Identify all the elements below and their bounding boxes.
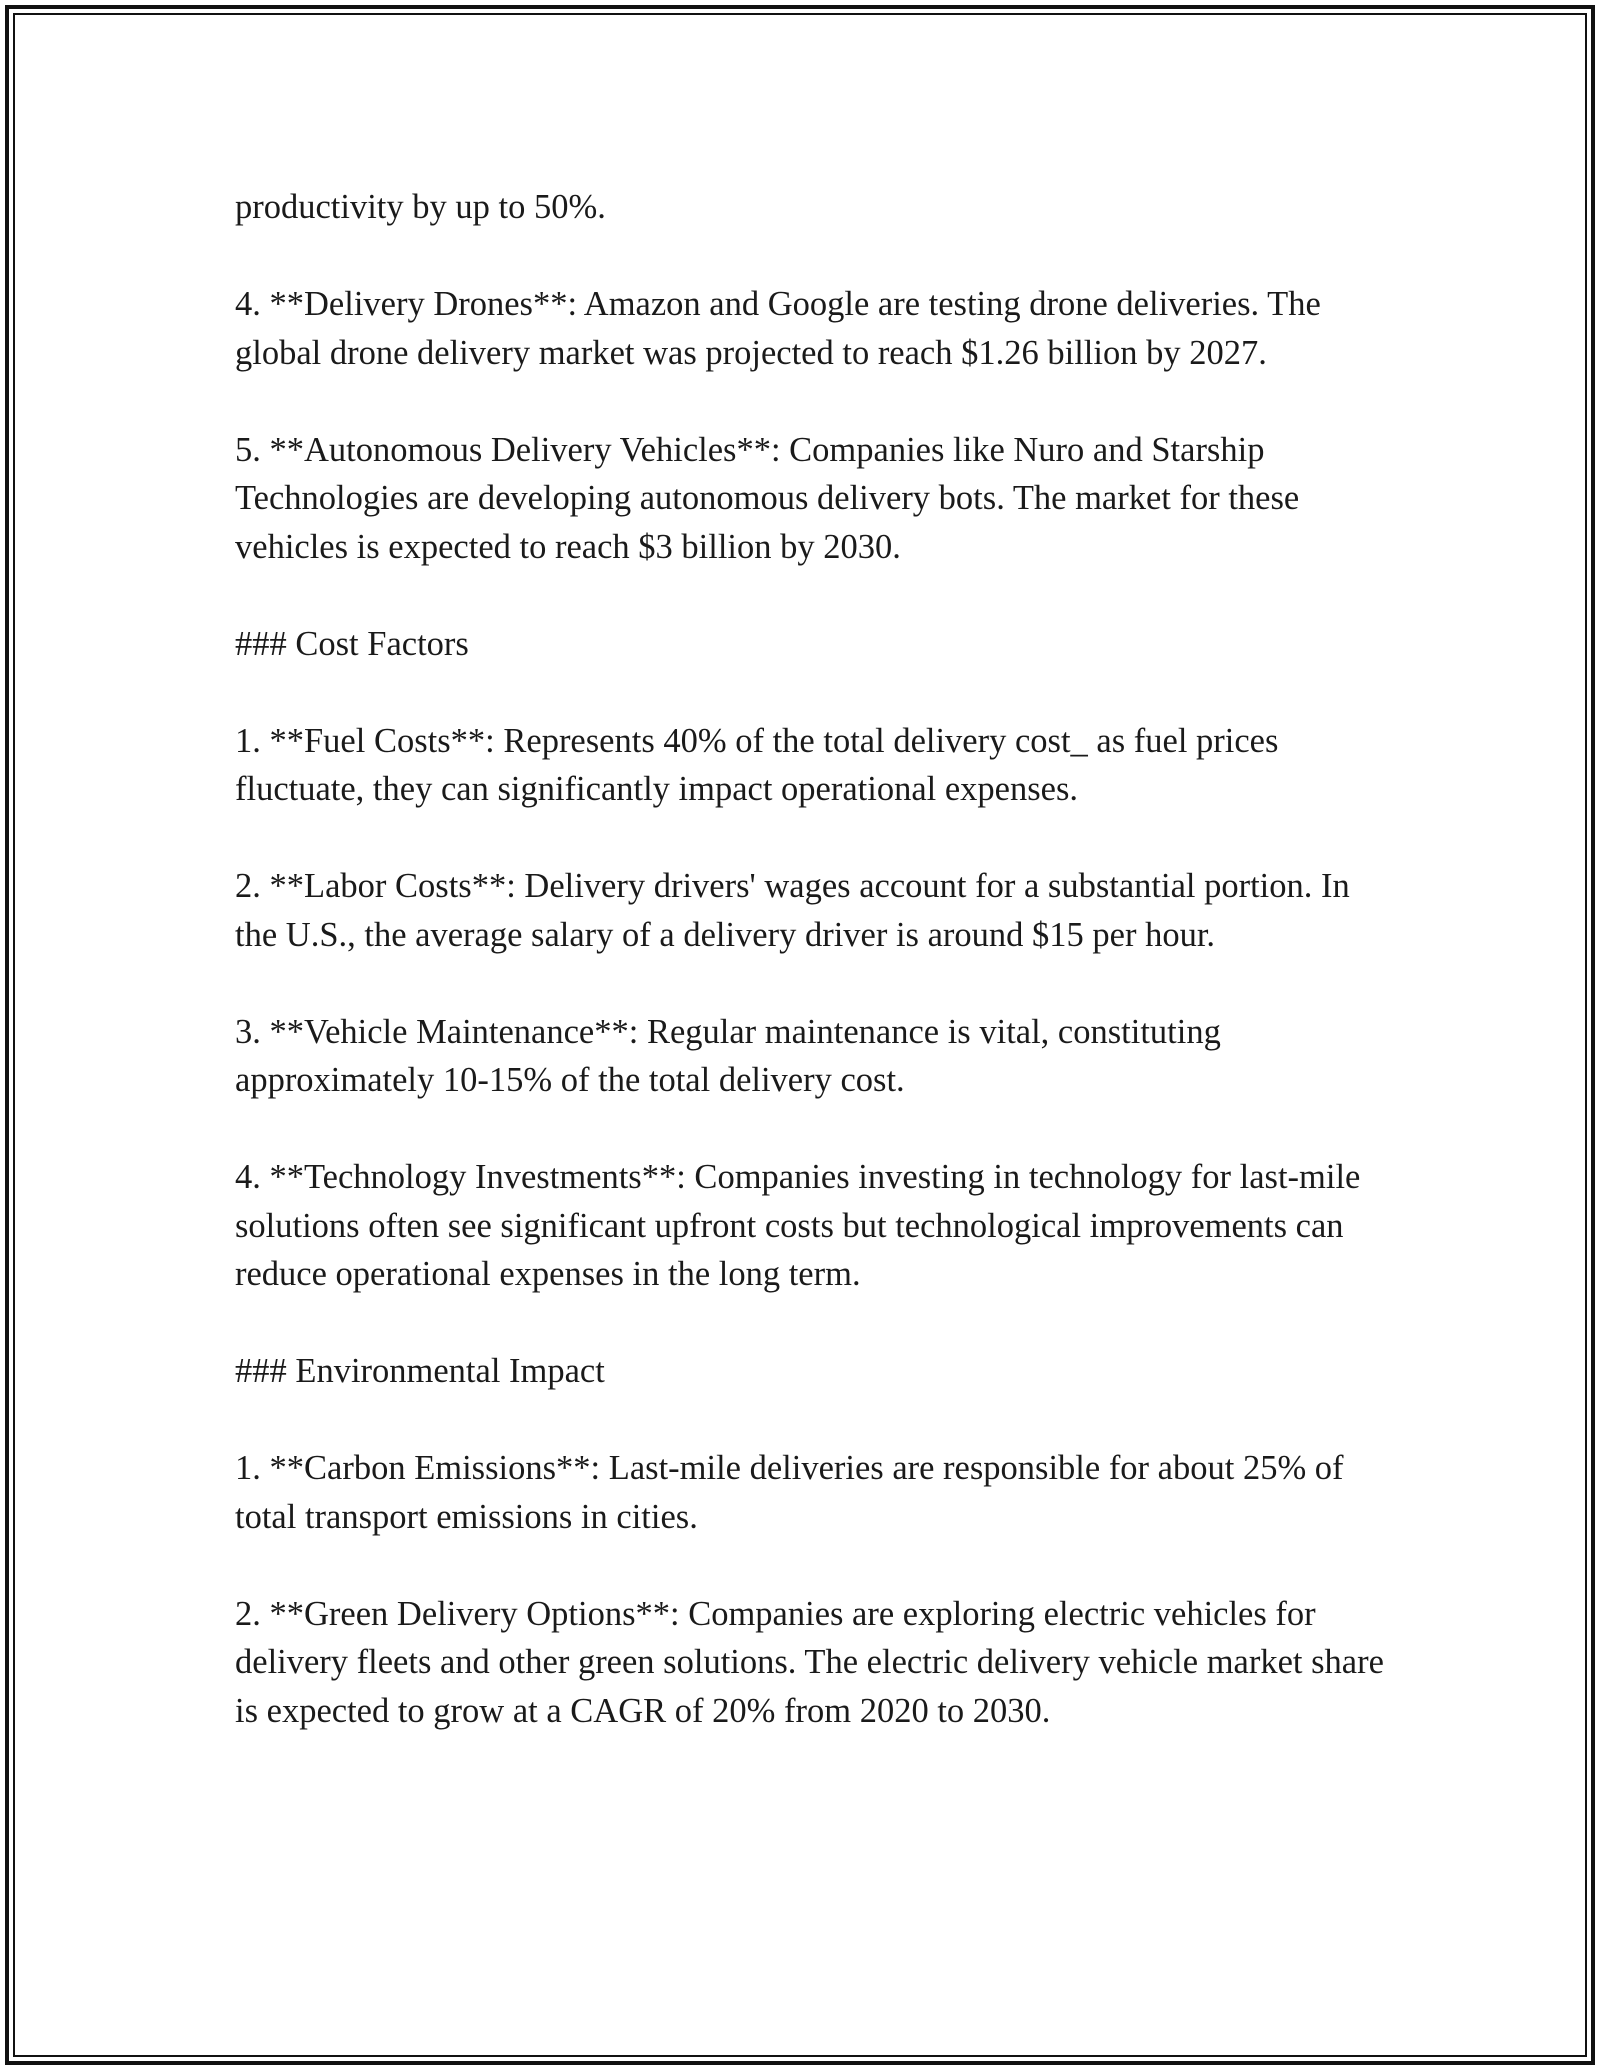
paragraph-delivery-drones: 4. **Delivery Drones**: Amazon and Google are testing drone deliveries. The global drone delivery market was projected to reach $1.26 billion by 2027.	[235, 285, 1321, 372]
heading-environmental-impact: ### Environmental Impact	[235, 1352, 605, 1390]
heading-cost-factors: ### Cost Factors	[235, 624, 469, 663]
document-body	[235, 183, 1385, 1735]
paragraph-green-delivery-options: 2. **Green Delivery Options**: Companies are exploring electric vehicles for delivery fleets and other green solutions. The electric delivery vehicle market share is expected to grow at a CAGR of 20% from 2020 to 2030.	[235, 1594, 1384, 1730]
paragraph-technology-investments: 4. **Technology Investments**: Companies investing in technology for last-mile solutions often see significant upfront costs but technological improvements can reduce operational expenses in the long term.	[235, 1158, 1361, 1293]
paragraph-autonomous-vehicles: 5. **Autonomous Delivery Vehicles**: Companies like Nuro and Starship Technologies are developing autonomous delivery bots. The market for these vehicles is expected to reach $3 billion by 2030.	[235, 430, 1300, 566]
paragraph-productivity-continuation: productivity by up to 50%.	[235, 188, 606, 226]
paragraph-fuel-costs: 1. **Fuel Costs**: Represents 40% of the total delivery cost_ as fuel prices fluctuate, they can significantly impact operational expenses.	[235, 721, 1279, 808]
paragraph-vehicle-maintenance: 3. **Vehicle Maintenance**: Regular maintenance is vital, constituting approximately 10-15% of the total delivery cost.	[235, 1012, 1221, 1099]
paragraph-carbon-emissions: 1. **Carbon Emissions**: Last-mile deliveries are responsible for about 25% of total transport emissions in cities.	[235, 1449, 1344, 1536]
paragraph-labor-costs: 2. **Labor Costs**: Delivery drivers' wages account for a substantial portion. In the U.S., the average salary of a delivery driver is around $15 per hour.	[235, 867, 1350, 954]
